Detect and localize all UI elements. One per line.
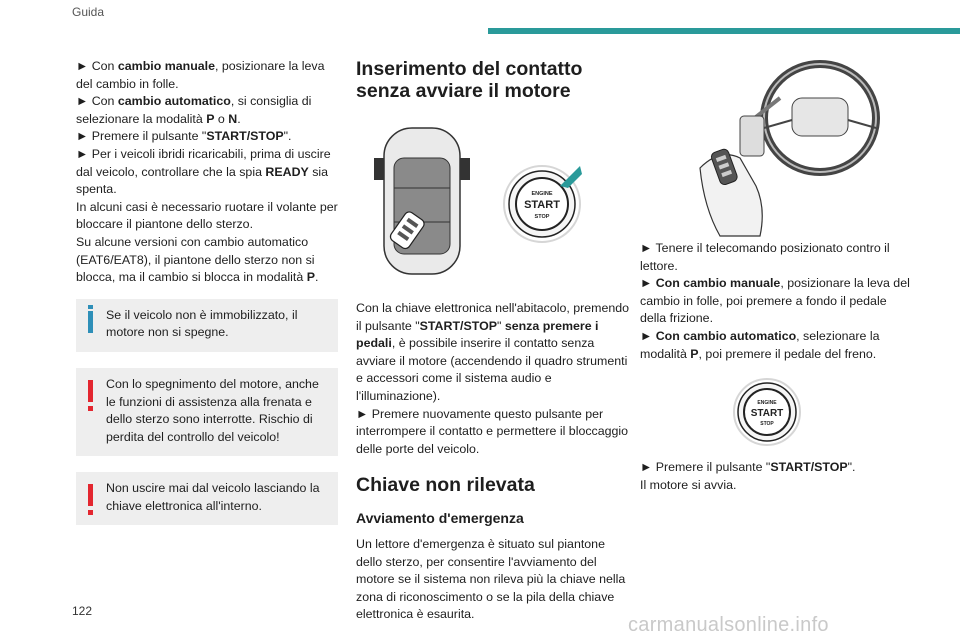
paragraph: ► Per i veicoli ibridi ricaricabili, prima di uscire dal veicolo, controllare che la spia READY sia spenta. (76, 146, 331, 197)
paragraph: Il motore si avvia. (640, 477, 737, 492)
running-header: Guida (72, 5, 105, 19)
paragraph: In alcuni casi è necessario ruotare il volante per bloccare il piantone dello sterzo. (76, 199, 338, 232)
steering-wheel-icon (680, 58, 880, 238)
paragraph: Un lettore d'emergenza è situato sul piantone dello sterzo, per consentire l'avviamento del motore se il sistema non rileva più la chiave nella zona di riconoscimento o se la pila della chiave elettronica è esaurita. (356, 536, 626, 622)
section-heading: Chiave non rilevata (356, 474, 535, 497)
column-middle (356, 58, 631, 624)
info-icon (88, 311, 93, 333)
watermark: carmanualsonline.info (628, 614, 829, 636)
car-key-illustration (356, 118, 631, 278)
svg-text:START: START (524, 199, 560, 211)
warning-note-text: Non uscire mai dal veicolo lasciando la chiave elettronica all'interno. (106, 481, 320, 513)
paragraph: ► Con cambio manuale, posizionare la leva del cambio in folle, poi premere a fondo il pedale della frizione. (640, 276, 910, 326)
car-top-view-icon (356, 118, 616, 278)
subsection-heading: Avviamento d'emergenza (356, 510, 524, 527)
svg-text:START: START (750, 408, 784, 420)
svg-text:ENGINE: ENGINE (757, 400, 777, 407)
paragraph: ► Premere nuovamente questo pulsante per interrompere il contatto e permettere il bloccaggio delle porte del veicolo. (356, 406, 629, 456)
warning-note (76, 472, 338, 525)
warning-icon (88, 484, 93, 506)
paragraph: ► Tenere il telecomando posizionato contro il lettore. (640, 241, 890, 273)
svg-text:STOP: STOP (534, 214, 550, 220)
paragraph: ► Premere il pulsante "START/STOP". (640, 460, 856, 475)
column-left (76, 58, 338, 525)
warning-icon (88, 380, 93, 402)
start-stop-button-icon (504, 166, 582, 242)
section-heading: Inserimento del contatto senza avviare il motore (356, 58, 583, 102)
info-note-text: Se il veicolo non è immobilizzato, il motore non si spegne. (106, 307, 298, 340)
paragraph: ► Con cambio manuale, posizionare la leva del cambio in folle. (76, 59, 325, 91)
steering-key-illustration (680, 58, 910, 238)
column-right (640, 58, 910, 494)
header-accent-bar (488, 28, 960, 34)
paragraph: ► Premere il pulsante "START/STOP". (76, 129, 292, 144)
paragraph: ► Con cambio automatico, selezionare la modalità P, poi premere il pedale del freno. (640, 328, 880, 361)
start-stop-button-illustration (732, 377, 910, 447)
warning-note (76, 368, 338, 456)
start-stop-button-icon (732, 377, 802, 447)
warning-note-text: Con lo spegnimento del motore, anche le funzioni di assistenza alla frenata e dello sterzo sono interrotte. Rischio di perdita del controllo del veicolo! (106, 376, 319, 444)
info-note (76, 299, 338, 352)
page-number: 122 (72, 604, 93, 618)
paragraph: ► Con cambio automatico, si consiglia di selezionare la modalità P o N. (76, 94, 312, 126)
paragraph: Su alcune versioni con cambio automatico (EAT6/EAT8), il piantone dello sterzo non si blocca, ma il cambio si blocca in modalità P. (76, 234, 319, 285)
svg-text:ENGINE: ENGINE (531, 191, 553, 197)
paragraph: Con la chiave elettronica nell'abitacolo, premendo il pulsante "START/STOP" senza premere i pedali, è possibile inserire il contatto senza avviare il motore (accendendo il quadro strumenti e accessori come il sistema audio e l'illuminazione). (356, 301, 630, 403)
svg-text:STOP: STOP (760, 421, 774, 428)
